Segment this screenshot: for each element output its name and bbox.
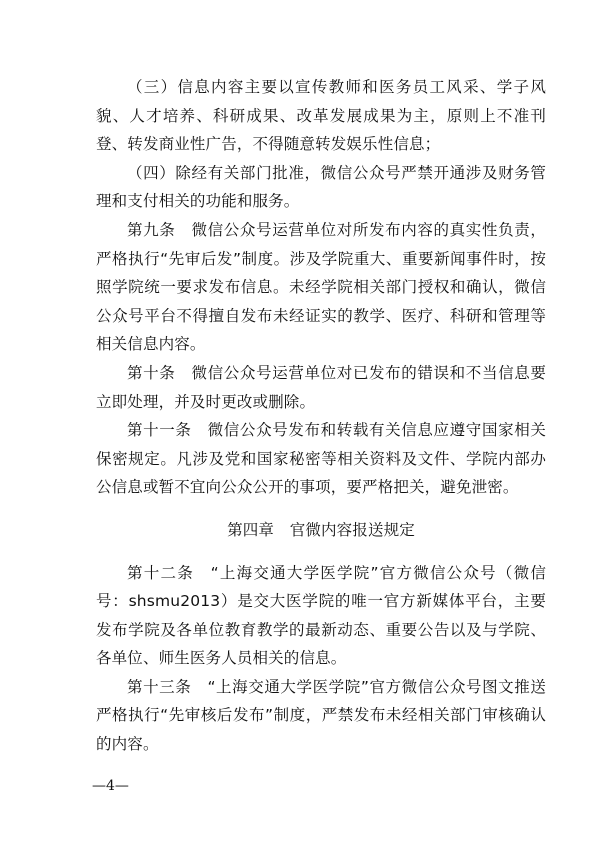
article-11-paragraph: 第十一条 微信公众号发布和转载有关信息应遵守国家相关保密规定。凡涉及党和国家秘密等相关资料及文件、学院内部办公信息或暂不宜向公众公开的事项，要严格把关，避免泄密。 [96, 421, 546, 497]
article-13-paragraph: 第十三条 “上海交通大学医学院”官方微信公众号图文推送严格执行“先审核后发布”制度，严禁发布未经相关部门审核确认的内容。 [96, 677, 546, 754]
article-9-paragraph: 第九条 微信公众号运营单位对所发布内容的真实性负责，严格执行“先审后发”制度。涉及学院重大、重要新闻事件时，按照学院统一要求发布信息。未经学院相关部门授权和确认，微信公众号平台不得擅自发布未经证实的教学、医疗、科研和管理等相关信息内容。 [96, 220, 546, 354]
chapter-heading: 第四章 官微内容报送规定 [227, 520, 415, 539]
document-body [96, 73, 546, 759]
clause-3-paragraph: （三）信息内容主要以宣传教师和医务员工风采、学子风貌、人才培养、科研成果、改革发展成果为主，原则上不准刊登、转发商业性广告，不得随意转发娱乐性信息； [96, 78, 546, 154]
clause-4-paragraph: （四）除经有关部门批准，微信公众号严禁开通涉及财务管理和支付相关的功能和服务。 [96, 163, 546, 211]
page-number: —4— [92, 778, 129, 794]
article-10-paragraph: 第十条 微信公众号运营单位对已发布的错误和不当信息要立即处理，并及时更改或删除。 [96, 363, 546, 411]
article-12-paragraph: 第十二条 “上海交通大学医学院”官方微信公众号（微信号：shsmu2013）是交大医学院的唯一官方新媒体平台，主要发布学院及各单位教育教学的最新动态、重要公告以及与学院、各单位、师生医务人员相关的信息。 [96, 563, 546, 668]
